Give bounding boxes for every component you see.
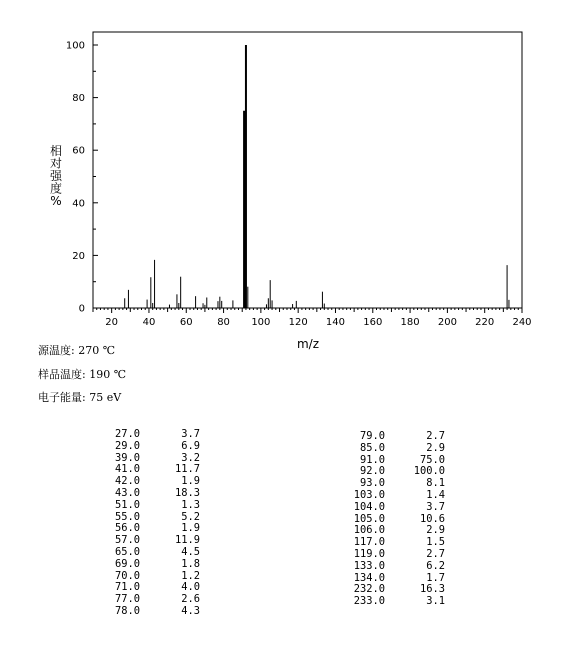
peak-mz: 134.0 [353, 571, 385, 584]
peak-mz: 79.0 [359, 430, 385, 442]
peak-intensity: 1.9 [181, 475, 200, 488]
peak-intensity: 1.7 [426, 571, 445, 584]
peak-mz: 29.0 [114, 439, 140, 452]
peak-intensity: 2.9 [426, 441, 445, 454]
peak-intensity: 1.2 [181, 569, 200, 582]
peak-row [62, 500, 200, 512]
x-tick-label: 220 [475, 317, 495, 328]
plot-frame [93, 32, 522, 308]
y-tick-label: 100 [65, 40, 85, 52]
peak-row [62, 606, 200, 618]
peak-mz: 65.0 [114, 545, 140, 558]
peak-intensity: 1.3 [181, 498, 200, 511]
sample-temperature: 样品温度: 190 ℃ [38, 368, 126, 381]
peak-mz: 119.0 [353, 547, 385, 560]
peak-intensity: 100.0 [413, 465, 445, 478]
peak-mz: 42.0 [114, 475, 140, 488]
peak-intensity: 3.7 [426, 500, 445, 513]
peak-mz: 93.0 [359, 477, 385, 490]
x-tick-label: 140 [325, 317, 346, 328]
peak-intensity: 18.3 [174, 486, 200, 499]
electron-energy: 电子能量: 75 eV [38, 391, 122, 404]
x-tick-label: 120 [288, 317, 308, 328]
source-temperature: 源温度: 270 ℃ [38, 344, 115, 357]
peak-row [307, 443, 445, 455]
x-tick-label: 180 [400, 317, 420, 328]
x-tick-label: 80 [217, 317, 230, 328]
peak-intensity: 6.9 [181, 439, 200, 452]
peak-intensity: 4.0 [181, 581, 200, 594]
y-axis-title-char: 度 [49, 181, 63, 196]
peak-intensity: 2.7 [426, 430, 445, 442]
y-axis-title-char: 强 [49, 169, 63, 183]
peak-intensity: 1.4 [426, 488, 445, 501]
peak-row [307, 502, 445, 514]
peak-mz: 103.0 [353, 488, 385, 501]
peak-mz: 105.0 [353, 512, 385, 525]
x-tick-label: 100 [251, 317, 271, 328]
peak-mz: 133.0 [353, 559, 385, 572]
peak-mz: 104.0 [353, 500, 385, 513]
peak-intensity: 4.3 [181, 604, 200, 617]
peak-intensity: 1.8 [181, 557, 200, 570]
peak-intensity: 75.0 [419, 453, 445, 466]
peak-mz: 43.0 [114, 486, 140, 499]
peak-intensity: 2.7 [426, 547, 445, 560]
peak-intensity: 5.2 [181, 510, 200, 523]
y-axis-title-char: % [50, 194, 62, 208]
x-axis-title: m/z [296, 337, 320, 351]
y-axis-title [50, 143, 63, 208]
peak-row [307, 549, 445, 561]
y-tick-label: 40 [72, 198, 85, 210]
x-tick-label: 160 [363, 317, 383, 328]
peak-row [307, 561, 445, 573]
peak-row [62, 488, 200, 500]
peak-intensity: 11.9 [174, 534, 200, 547]
peak-intensity: 8.1 [426, 477, 445, 490]
peak-mz: 91.0 [359, 453, 385, 466]
peak-mz: 41.0 [114, 463, 140, 476]
y-tick-label: 20 [72, 250, 85, 262]
peak-mz: 27.0 [114, 428, 140, 440]
peak-table-right [307, 431, 445, 608]
peak-row [307, 596, 445, 608]
peak-mz: 39.0 [114, 451, 140, 464]
peak-intensity: 3.7 [181, 428, 200, 440]
x-tick-label: 20 [105, 317, 119, 328]
peak-mz: 78.0 [114, 604, 140, 617]
peak-mz: 106.0 [353, 524, 385, 537]
peak-row [307, 490, 445, 502]
x-axis-ticks [93, 308, 532, 328]
peak-intensity: 2.6 [181, 593, 200, 606]
peak-intensity: 6.2 [426, 559, 445, 572]
x-tick-label: 40 [142, 317, 156, 328]
peak-mz: 56.0 [114, 522, 140, 535]
y-tick-label: 0 [78, 303, 85, 315]
peak-mz: 233.0 [353, 595, 385, 608]
peak-intensity: 10.6 [419, 512, 445, 525]
peak-mz: 57.0 [114, 534, 140, 547]
peak-mz: 70.0 [114, 569, 140, 582]
peak-intensity: 1.9 [181, 522, 200, 535]
peak-row [62, 441, 200, 453]
peak-mz: 92.0 [359, 465, 385, 478]
peak-mz: 85.0 [359, 441, 385, 454]
peak-intensity: 1.5 [426, 536, 445, 549]
y-axis-title-char: 对 [49, 156, 63, 171]
peak-mz: 232.0 [353, 583, 385, 596]
peak-mz: 51.0 [114, 498, 140, 511]
peak-mz: 55.0 [114, 510, 140, 523]
peak-intensity: 3.2 [181, 451, 200, 464]
peak-intensity: 2.9 [426, 524, 445, 537]
y-tick-label: 80 [72, 93, 85, 105]
peak-row [62, 547, 200, 559]
peak-intensity: 4.5 [181, 545, 200, 558]
peak-intensity: 16.3 [419, 583, 445, 596]
peak-mz: 69.0 [114, 557, 140, 570]
y-axis-title-char: 相 [49, 144, 63, 158]
y-tick-label: 60 [72, 145, 85, 157]
x-tick-label: 60 [179, 317, 193, 328]
peak-mz: 71.0 [114, 581, 140, 594]
peak-mz: 77.0 [114, 593, 140, 606]
peak-mz: 117.0 [353, 536, 385, 549]
peak-intensity: 11.7 [174, 463, 200, 476]
peak-intensity: 3.1 [426, 595, 445, 608]
peak-table-left [62, 429, 200, 618]
x-tick-label: 240 [512, 317, 532, 328]
x-tick-label: 200 [437, 317, 457, 328]
spectrum-bars [125, 45, 509, 308]
peak-row [62, 559, 200, 571]
